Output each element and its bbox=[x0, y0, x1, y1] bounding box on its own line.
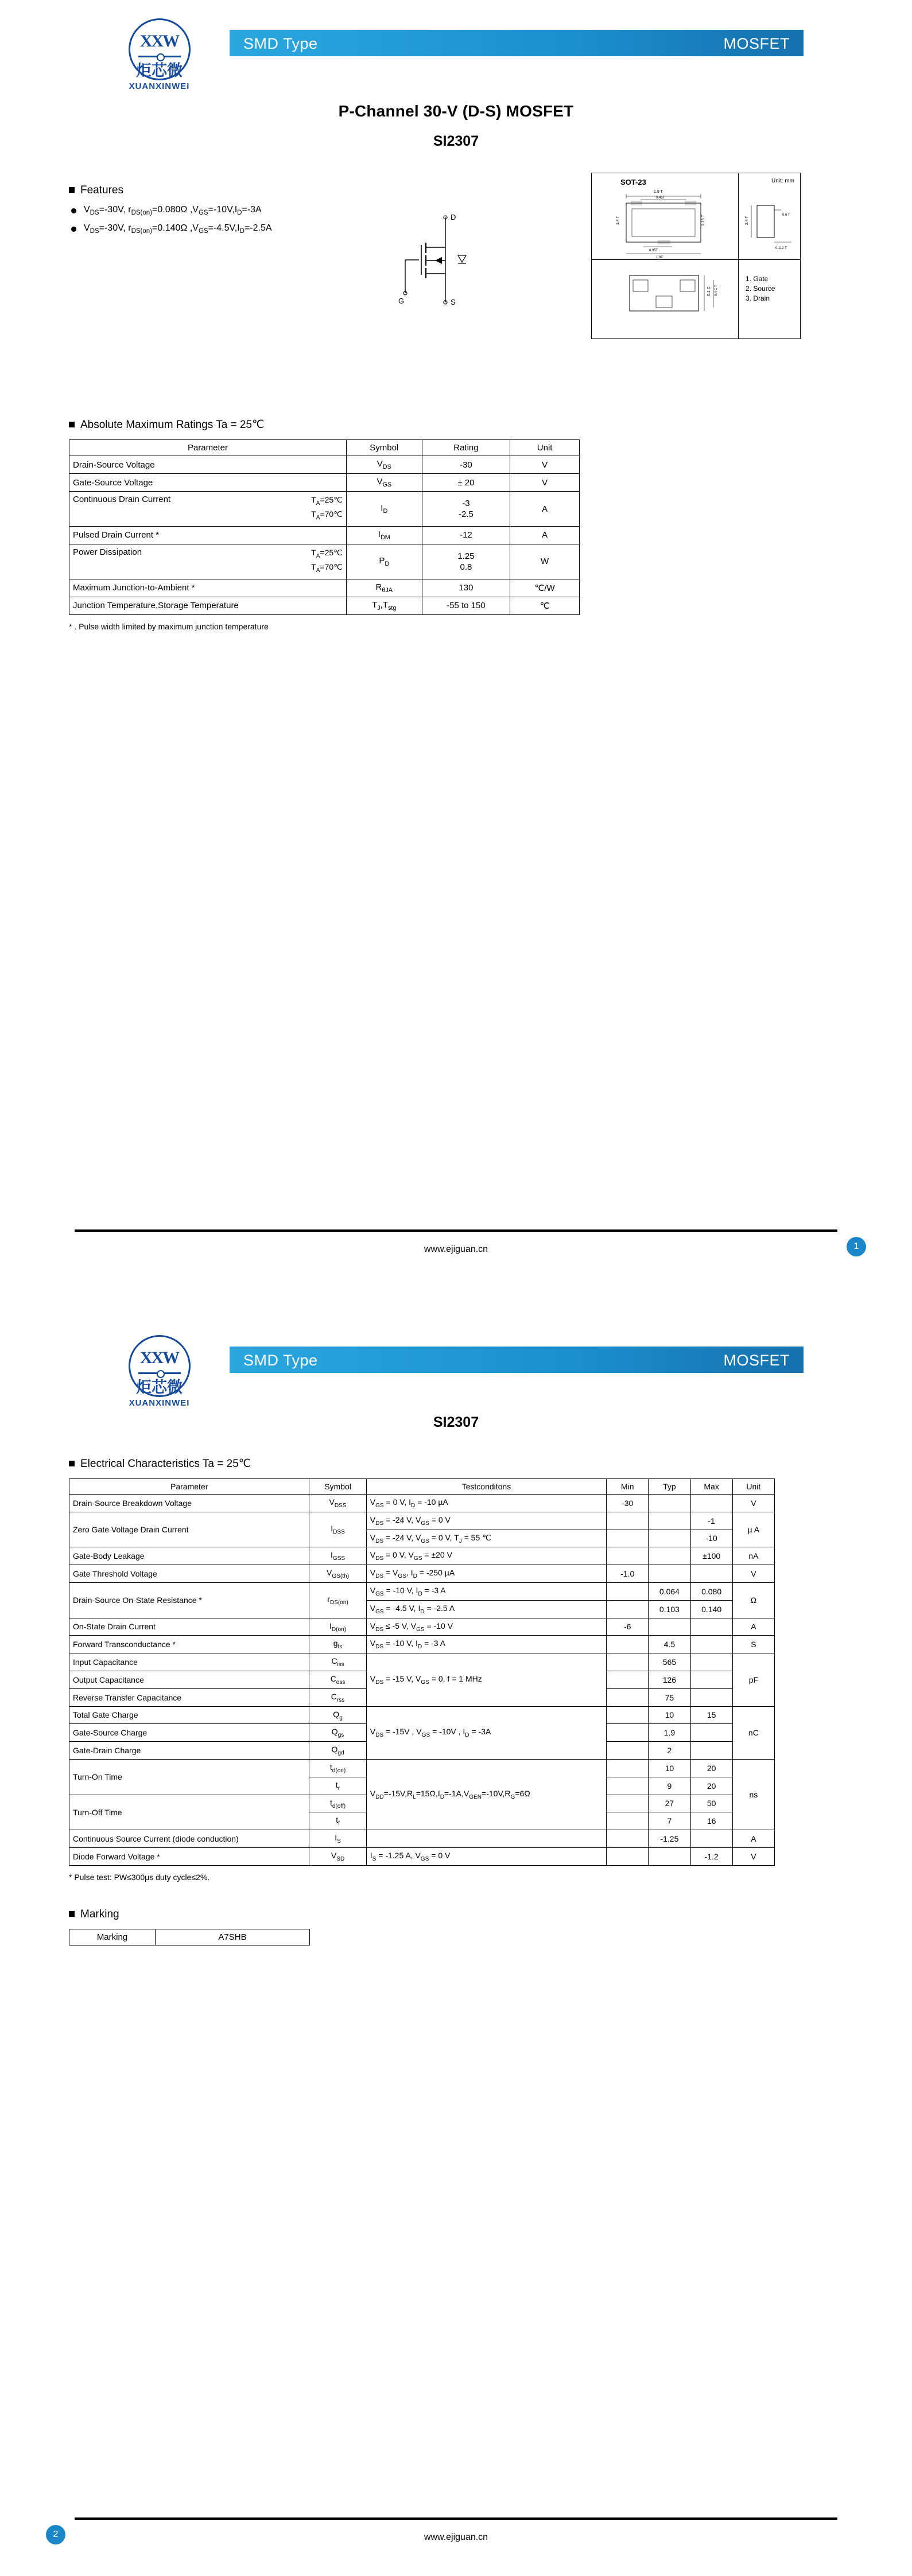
cell-min bbox=[607, 1530, 649, 1547]
package-name: SOT-23 bbox=[620, 178, 646, 186]
table-row bbox=[69, 579, 580, 597]
cell-symbol: $I_S$ bbox=[309, 1830, 366, 1848]
company-logo bbox=[106, 1335, 212, 1408]
pin-1: 1. Gate bbox=[746, 275, 769, 283]
table-row bbox=[69, 1653, 775, 1671]
cell-rating: -3 -2.5 bbox=[422, 492, 510, 527]
logo-pinyin: XUANXINWEI bbox=[129, 1398, 190, 1408]
cell-unit: A bbox=[510, 492, 580, 527]
cell-symbol: $C_{oss}$ bbox=[309, 1671, 366, 1688]
table-row bbox=[69, 1618, 775, 1636]
cell-unit: nA bbox=[732, 1547, 774, 1565]
cell-min bbox=[607, 1653, 649, 1671]
cell-unit: V bbox=[510, 456, 580, 474]
cell-unit: A bbox=[732, 1618, 774, 1636]
logo-chinese-name: 炬芯微 bbox=[136, 1379, 183, 1396]
marking-value: A7SHB bbox=[156, 1929, 310, 1945]
cell-unit: pF bbox=[732, 1653, 774, 1706]
footer-rule bbox=[75, 2517, 837, 2520]
svg-text:D: D bbox=[451, 213, 456, 221]
package-vertical-divider bbox=[738, 173, 739, 338]
cell-symbol: $V_{GS(th)}$ bbox=[309, 1565, 366, 1583]
table-header-row bbox=[69, 440, 580, 456]
package-outline-svg bbox=[592, 173, 800, 338]
cell-typ bbox=[649, 1618, 690, 1636]
cell-min: -6 bbox=[607, 1618, 649, 1636]
cell-conditions: $V_{DS} \le -5$ V, $V_{GS} = -10$ V bbox=[366, 1618, 606, 1636]
cell-unit: µ A bbox=[732, 1512, 774, 1547]
cell-max bbox=[690, 1653, 732, 1671]
table-row bbox=[69, 1547, 775, 1565]
cell-symbol: $t_{d(off)}$ bbox=[309, 1795, 366, 1812]
package-drawing bbox=[591, 173, 801, 339]
cell-parameter bbox=[69, 544, 347, 579]
cell-conditions: $T_A=25℃$ $T_A=70℃$ bbox=[311, 495, 343, 521]
cell-typ bbox=[649, 1547, 690, 1565]
abs-max-heading-label: Absolute Maximum Ratings Ta = 25℃ bbox=[80, 419, 265, 431]
cell-rating: -12 bbox=[422, 526, 510, 544]
cell-parameter: Drain-Source Voltage bbox=[69, 456, 347, 474]
table-row bbox=[69, 1929, 310, 1945]
logo-xxw-text: XXW bbox=[139, 32, 179, 50]
package-unit-label: Unit: mm bbox=[771, 178, 794, 184]
cell-typ: 565 bbox=[649, 1653, 690, 1671]
cell-max: -1 bbox=[690, 1512, 732, 1530]
cell-unit: nC bbox=[732, 1706, 774, 1759]
cell-symbol: $I_{DSS}$ bbox=[309, 1512, 366, 1547]
pin-3: 3. Drain bbox=[746, 294, 770, 302]
cell-max bbox=[690, 1636, 732, 1653]
cell-min bbox=[607, 1671, 649, 1688]
cell-unit: ℃/W bbox=[510, 579, 580, 597]
cell-conditions: $V_{DS} = -15$ V, $V_{GS} = 0$, f = 1 MHz bbox=[366, 1653, 606, 1706]
col-parameter: Parameter bbox=[69, 1479, 309, 1495]
cell-symbol: $R_{\theta JA}$ bbox=[346, 579, 422, 597]
cell-symbol: $I_{DM}$ bbox=[346, 526, 422, 544]
cell-rating: -30 bbox=[422, 456, 510, 474]
cell-symbol: $C_{iss}$ bbox=[309, 1653, 366, 1671]
page2-header bbox=[0, 1288, 912, 1408]
cell-max: 16 bbox=[690, 1812, 732, 1830]
col-unit: Unit bbox=[510, 440, 580, 456]
table-row bbox=[69, 1830, 775, 1848]
header-banner bbox=[230, 1347, 804, 1373]
cell-rating: 130 bbox=[422, 579, 510, 597]
svg-text:0.4 C T: 0.4 C T bbox=[715, 285, 718, 296]
cell-parameter: Input Capacitance bbox=[69, 1653, 309, 1671]
cell-parameter: On-State Drain Current bbox=[69, 1618, 309, 1636]
header-type-label: SMD Type bbox=[243, 35, 318, 52]
table-row bbox=[69, 1759, 775, 1777]
cell-min bbox=[607, 1600, 649, 1618]
absolute-maximum-ratings-table bbox=[69, 439, 580, 614]
pin-2: 2. Source bbox=[746, 285, 775, 293]
page-number-badge: 1 bbox=[847, 1237, 866, 1256]
cell-parameter: Gate Threshold Voltage bbox=[69, 1565, 309, 1583]
cell-typ: 10 bbox=[649, 1759, 690, 1777]
feature-item-1: $V_{DS}=-30V$, $r_{DS(on)}=0.080\Omega$ $,V_{GS}=-10V,I_D=-3A$ bbox=[69, 205, 912, 216]
cell-parameter bbox=[69, 492, 347, 527]
features-heading-label: Features bbox=[80, 184, 123, 196]
cell-typ: 2 bbox=[649, 1742, 690, 1760]
cell-max: 0.140 bbox=[690, 1600, 732, 1618]
cell-parameter: Diode Forward Voltage * bbox=[69, 1847, 309, 1865]
cell-typ: 4.5 bbox=[649, 1636, 690, 1653]
cell-unit: W bbox=[510, 544, 580, 579]
cell-conditions: $V_{DS} = -10$ V, $I_D = -3$ A bbox=[366, 1636, 606, 1653]
cell-min bbox=[607, 1706, 649, 1724]
cell-min bbox=[607, 1742, 649, 1760]
cell-min bbox=[607, 1795, 649, 1812]
cell-max bbox=[690, 1618, 732, 1636]
table-row bbox=[69, 1847, 775, 1865]
table-row bbox=[69, 544, 580, 579]
cell-unit: A bbox=[732, 1830, 774, 1848]
col-max: Max bbox=[690, 1479, 732, 1495]
square-bullet-icon bbox=[69, 187, 75, 193]
svg-text:0.6 T: 0.6 T bbox=[782, 213, 790, 217]
package-pin-list bbox=[746, 274, 775, 303]
cell-max: ±100 bbox=[690, 1547, 732, 1565]
package-horizontal-divider bbox=[592, 259, 800, 260]
cell-symbol: $t_{d(on)}$ bbox=[309, 1759, 366, 1777]
svg-text:1.9 T: 1.9 T bbox=[654, 190, 663, 194]
footer-url[interactable]: www.ejiguan.cn bbox=[424, 1244, 488, 1254]
cell-unit: V bbox=[732, 1495, 774, 1512]
cell-max: -10 bbox=[690, 1530, 732, 1547]
cell-parameter: Total Gate Charge bbox=[69, 1706, 309, 1724]
col-min: Min bbox=[607, 1479, 649, 1495]
cell-max bbox=[690, 1830, 732, 1848]
cell-parameter: Zero Gate Voltage Drain Current bbox=[69, 1512, 309, 1547]
cell-typ: 10 bbox=[649, 1706, 690, 1724]
table-row bbox=[69, 1565, 775, 1583]
cell-parameter: Junction Temperature,Storage Temperature bbox=[69, 597, 347, 614]
square-bullet-icon bbox=[69, 1461, 75, 1466]
cell-unit: A bbox=[510, 526, 580, 544]
cell-symbol: $I_{D(on)}$ bbox=[309, 1618, 366, 1636]
part-number: SI2307 bbox=[433, 133, 479, 149]
cell-max: 15 bbox=[690, 1706, 732, 1724]
cell-conditions: $V_{DS} = -15V$ , $V_{GS} = -10V$ , $I_D = -3A$ bbox=[366, 1706, 606, 1759]
electrical-characteristics-table bbox=[69, 1478, 775, 1866]
cell-typ bbox=[649, 1847, 690, 1865]
feature-item-2: $V_{DS}=-30V$, $r_{DS(on)}=0.140\Omega$ $,V_{GS}=-4.5V,I_D=-2.5A$ bbox=[69, 223, 912, 235]
cell-typ bbox=[649, 1512, 690, 1530]
cell-typ: 1.9 bbox=[649, 1724, 690, 1742]
cell-max: 20 bbox=[690, 1777, 732, 1795]
cell-parameter: Gate-Body Leakage bbox=[69, 1547, 309, 1565]
col-unit: Unit bbox=[732, 1479, 774, 1495]
cell-parameter-label: Power Dissipation bbox=[73, 547, 142, 557]
svg-text:S: S bbox=[451, 298, 456, 306]
cell-parameter: Gate-Source Charge bbox=[69, 1724, 309, 1742]
cell-min bbox=[607, 1830, 649, 1848]
cell-parameter: Gate-Drain Charge bbox=[69, 1742, 309, 1760]
svg-text:0.45T: 0.45T bbox=[656, 196, 665, 200]
cell-conditions: $I_S = -1.25$ A, $V_{GS} = 0$ V bbox=[366, 1847, 606, 1865]
cell-max bbox=[690, 1671, 732, 1688]
cell-conditions: $V_{DS} = 0$ V, $V_{GS} = \pm 20$ V bbox=[366, 1547, 606, 1565]
electrical-characteristics-section bbox=[0, 1457, 912, 1945]
logo-divider-icon bbox=[138, 1372, 181, 1374]
col-symbol: Symbol bbox=[309, 1479, 366, 1495]
cell-symbol: $I_{GSS}$ bbox=[309, 1547, 366, 1565]
table-row bbox=[69, 1706, 775, 1724]
cell-unit: S bbox=[732, 1636, 774, 1653]
cell-typ bbox=[649, 1565, 690, 1583]
page1-footer bbox=[75, 1229, 837, 1255]
cell-parameter: Reverse Transfer Capacitance bbox=[69, 1688, 309, 1706]
cell-max: 0.080 bbox=[690, 1582, 732, 1600]
cell-min bbox=[607, 1777, 649, 1795]
cell-max bbox=[690, 1565, 732, 1583]
table-row bbox=[69, 597, 580, 614]
page-number-badge: 2 bbox=[46, 2525, 65, 2544]
cell-parameter: Drain-Source On-State Resistance * bbox=[69, 1582, 309, 1618]
table-header-row bbox=[69, 1479, 775, 1495]
cell-parameter: Maximum Junction-to-Ambient * bbox=[69, 579, 347, 597]
table-row bbox=[69, 526, 580, 544]
cell-parameter-label: Continuous Drain Current bbox=[73, 495, 171, 505]
marking-heading bbox=[69, 1908, 912, 1921]
cell-max: 20 bbox=[690, 1759, 732, 1777]
square-bullet-icon bbox=[69, 422, 75, 427]
cell-conditions: $V_{GS} = 0$ V, $I_D = -10$ µA bbox=[366, 1495, 606, 1512]
header-banner bbox=[230, 30, 804, 56]
cell-parameter: Turn-Off Time bbox=[69, 1795, 309, 1830]
cell-min bbox=[607, 1688, 649, 1706]
col-typ: Typ bbox=[649, 1479, 690, 1495]
cell-rating: 1.25 0.8 bbox=[422, 544, 510, 579]
cell-min: -30 bbox=[607, 1495, 649, 1512]
col-parameter: Parameter bbox=[69, 440, 347, 456]
header-type-label: SMD Type bbox=[243, 1352, 318, 1369]
logo-circle-icon bbox=[129, 18, 191, 80]
elec-heading-label: Electrical Characteristics Ta = 25℃ bbox=[80, 1458, 251, 1470]
svg-text:1.15 T: 1.15 T bbox=[701, 215, 705, 226]
svg-text:0.112 T: 0.112 T bbox=[775, 247, 787, 250]
cell-symbol: $V_{SD}$ bbox=[309, 1847, 366, 1865]
cell-symbol: $T_J,T_{stg}$ bbox=[346, 597, 422, 614]
cell-typ: 7 bbox=[649, 1812, 690, 1830]
svg-text:0.95T: 0.95T bbox=[649, 249, 658, 252]
cell-max bbox=[690, 1724, 732, 1742]
svg-text:G: G bbox=[398, 297, 405, 305]
marking-table bbox=[69, 1929, 310, 1945]
cell-min bbox=[607, 1582, 649, 1600]
table-row bbox=[69, 1495, 775, 1512]
cell-parameter: Continuous Source Current (diode conduction) bbox=[69, 1830, 309, 1848]
col-rating: Rating bbox=[422, 440, 510, 456]
cell-max bbox=[690, 1742, 732, 1760]
cell-symbol: $Q_g$ bbox=[309, 1706, 366, 1724]
cell-min: -1.0 bbox=[607, 1565, 649, 1583]
table-row bbox=[69, 492, 580, 527]
cell-typ: 27 bbox=[649, 1795, 690, 1812]
page-header bbox=[0, 0, 912, 91]
cell-max bbox=[690, 1688, 732, 1706]
svg-text:2.4 T: 2.4 T bbox=[745, 216, 749, 225]
table-row bbox=[69, 1512, 775, 1530]
logo-divider-icon bbox=[138, 56, 181, 57]
svg-text:0.1 C: 0.1 C bbox=[707, 286, 711, 296]
cell-conditions: $V_{DD}=-15V,R_L=15\Omega,I_D=-1A,V_{GEN}=-10V,R_G=6\Omega$ bbox=[366, 1759, 606, 1830]
header-category-label: MOSFET bbox=[723, 35, 790, 52]
svg-text:1.8C: 1.8C bbox=[656, 256, 663, 259]
abs-max-heading bbox=[69, 418, 912, 431]
elec-note: * Pulse test: PW≤300μs duty cycle≤2%. bbox=[69, 1872, 210, 1882]
col-testconditions: Testconditons bbox=[366, 1479, 606, 1495]
cell-min bbox=[607, 1512, 649, 1530]
cell-rating: -55 to 150 bbox=[422, 597, 510, 614]
cell-parameter: Pulsed Drain Current * bbox=[69, 526, 347, 544]
marking-label: Marking bbox=[69, 1929, 156, 1945]
cell-typ: 9 bbox=[649, 1777, 690, 1795]
cell-symbol: $V_{DS}$ bbox=[346, 456, 422, 474]
cell-min bbox=[607, 1724, 649, 1742]
cell-symbol: $t_f$ bbox=[309, 1812, 366, 1830]
cell-parameter: Forward Transconductance * bbox=[69, 1636, 309, 1653]
elec-heading bbox=[69, 1457, 912, 1470]
cell-max: 50 bbox=[690, 1795, 732, 1812]
col-symbol: Symbol bbox=[346, 440, 422, 456]
cell-symbol: $I_D$ bbox=[346, 492, 422, 527]
cell-conditions: $V_{DS} = -24$ V, $V_{GS} = 0$ V, $T_J = 55$ ℃ bbox=[366, 1530, 606, 1547]
footer-rule bbox=[75, 1229, 837, 1232]
cell-parameter: Gate-Source Voltage bbox=[69, 474, 347, 492]
footer-url[interactable]: www.ejiguan.cn bbox=[424, 2532, 488, 2542]
cell-typ: 0.103 bbox=[649, 1600, 690, 1618]
cell-min bbox=[607, 1636, 649, 1653]
cell-parameter: Drain-Source Breakdown Voltage bbox=[69, 1495, 309, 1512]
table-row bbox=[69, 1636, 775, 1653]
logo-chinese-name: 炬芯微 bbox=[136, 62, 183, 80]
cell-symbol: $g_{fs}$ bbox=[309, 1636, 366, 1653]
features-section bbox=[0, 178, 912, 306]
table-row bbox=[69, 1582, 775, 1600]
abs-max-section bbox=[0, 418, 912, 631]
cell-unit: ns bbox=[732, 1759, 774, 1830]
cell-typ: 126 bbox=[649, 1671, 690, 1688]
cell-unit: V bbox=[732, 1565, 774, 1583]
cell-min bbox=[607, 1759, 649, 1777]
cell-max: -1.2 bbox=[690, 1847, 732, 1865]
logo-circle-icon bbox=[129, 1335, 191, 1397]
cell-symbol: $t_r$ bbox=[309, 1777, 366, 1795]
cell-conditions: $V_{DS} = -24$ V, $V_{GS} = 0$ V bbox=[366, 1512, 606, 1530]
cell-symbol: $V_{GS}$ bbox=[346, 474, 422, 492]
logo-pinyin: XUANXINWEI bbox=[129, 81, 190, 91]
square-bullet-icon bbox=[69, 1911, 75, 1917]
cell-max bbox=[690, 1495, 732, 1512]
part-number: SI2307 bbox=[433, 1414, 479, 1430]
cell-unit: ℃ bbox=[510, 597, 580, 614]
cell-conditions: $V_{GS} = -10$ V, $I_D = -3$ A bbox=[366, 1582, 606, 1600]
cell-conditions: $V_{DS} = V_{GS}$, $I_D = -250$ µA bbox=[366, 1565, 606, 1583]
cell-typ bbox=[649, 1495, 690, 1512]
cell-typ: 75 bbox=[649, 1688, 690, 1706]
cell-conditions bbox=[366, 1830, 606, 1848]
svg-text:1.4 T: 1.4 T bbox=[616, 216, 620, 225]
cell-unit: V bbox=[732, 1847, 774, 1865]
cell-min bbox=[607, 1547, 649, 1565]
header-category-label: MOSFET bbox=[723, 1352, 790, 1369]
mosfet-schematic-symbol bbox=[390, 213, 488, 310]
table-row bbox=[69, 474, 580, 492]
abs-max-note: * . Pulse width limited by maximum junction temperature bbox=[69, 621, 269, 631]
cell-typ bbox=[649, 1530, 690, 1547]
cell-symbol: $V_{DSS}$ bbox=[309, 1495, 366, 1512]
cell-symbol: $C_{rss}$ bbox=[309, 1688, 366, 1706]
cell-rating: ± 20 bbox=[422, 474, 510, 492]
cell-conditions: $V_{GS} = -4.5$ V, $I_D = -2.5$ A bbox=[366, 1600, 606, 1618]
company-logo bbox=[106, 18, 212, 91]
cell-symbol: $Q_{gd}$ bbox=[309, 1742, 366, 1760]
cell-min bbox=[607, 1812, 649, 1830]
cell-unit: V bbox=[510, 474, 580, 492]
marking-heading-label: Marking bbox=[80, 1908, 119, 1920]
logo-xxw-text: XXW bbox=[139, 1348, 179, 1367]
page2-footer bbox=[75, 2517, 837, 2543]
cell-symbol: $Q_{gs}$ bbox=[309, 1724, 366, 1742]
document-title: P-Channel 30-V (D-S) MOSFET bbox=[338, 102, 574, 120]
cell-parameter: Turn-On Time bbox=[69, 1759, 309, 1795]
cell-parameter: Output Capacitance bbox=[69, 1671, 309, 1688]
cell-typ: -1.25 bbox=[649, 1830, 690, 1848]
cell-min bbox=[607, 1847, 649, 1865]
cell-symbol: $P_D$ bbox=[346, 544, 422, 579]
cell-unit: Ω bbox=[732, 1582, 774, 1618]
cell-symbol: $r_{DS(on)}$ bbox=[309, 1582, 366, 1618]
page-2 bbox=[0, 1288, 912, 2576]
cell-conditions: $T_A=25℃$ $T_A=70℃$ bbox=[311, 547, 343, 574]
table-row bbox=[69, 456, 580, 474]
cell-typ: 0.064 bbox=[649, 1582, 690, 1600]
